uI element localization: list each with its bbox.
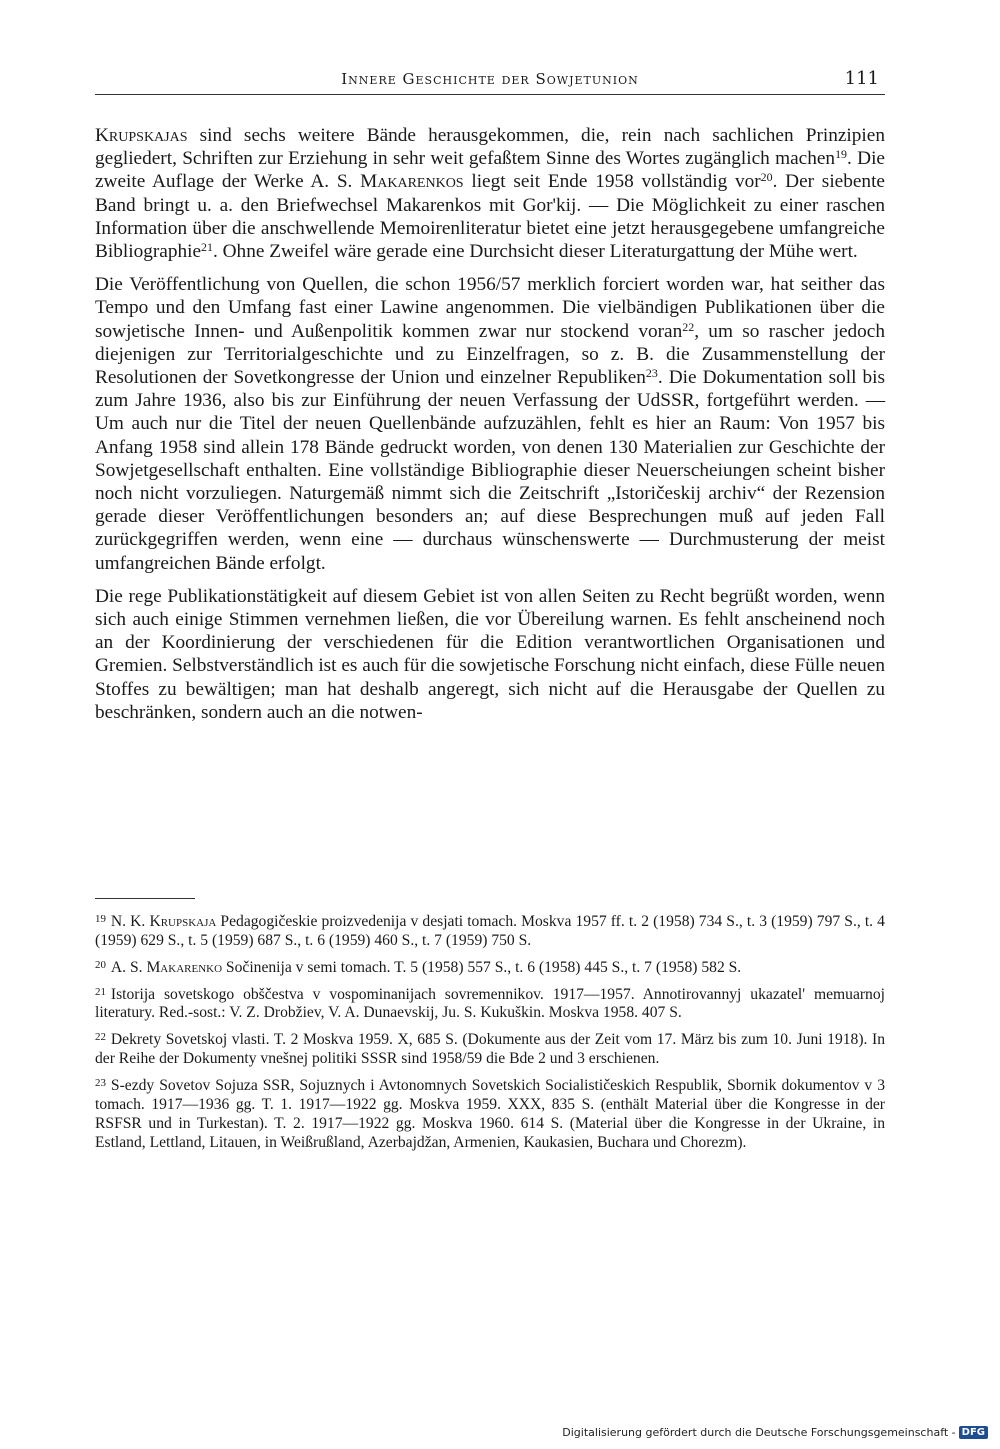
footnote-number: 22 [95, 1031, 106, 1044]
body-text [95, 124, 885, 734]
text-segment: A. S. [110, 958, 147, 976]
text-segment: Dekrety Sovetskoj vlasti. T. 2 Moskva 1959. X, 685 S. (Dokumente aus der Zeit vom 17. März bis zum 10. Juni 1918). In der Reihe der Dokumenty vnešnej politiki SSSR sind 1958/59 die Bde 2 und 3 erschienen. [95, 1031, 885, 1068]
text-segment: , um so rascher jedoch diejenigen zur Territorialgeschichte und zu Einzelfragen, so z. B. die Zusammenstellung der Resolutionen der Sovetkongresse der Union und einzelner Republiken [95, 320, 885, 389]
text-segment: N. K. [110, 912, 150, 930]
footnote-number: 23 [95, 1077, 106, 1090]
author-name: Makarenko [146, 958, 223, 976]
digitization-note: Digitalisierung gefördert durch die Deutsche Forschungsgemeinschaft - [562, 1426, 956, 1439]
text-segment: liegt seit Ende 1958 vollständig vor [463, 171, 761, 193]
text-segment: Die Veröffentlichung von Quellen, die schon 1956/57 merklich forciert worden war, hat seither das Tempo und den Umfang fast einer Lawine angenommen. Die vielbändigen Publikationen über die sowjetische Innen- und Außenpolitik kommen zwar nur stockend voran [95, 274, 885, 342]
text-segment: S-ezdy Sovetov Sojuza SSR, Sojuznych i Avtonomnych Sovetskich Socialističeskich Respublik, Sbornik dokumentov v 3 tomach. 1917—1936 gg. T. 1. 1917—1922 gg. Moskva 1959. XXX, 835 S. (enthält Material über die Kongresse in der RSFSR und in Turkestan). T. 2. 1917—1922 gg. Moskva 1960. 614 S. (Material über die Kongresse in der Ukraine, in Estland, Lettland, Litauen, in Weißrußland, Azerbajdžan, Armenien, Kaukasien, Buchara und Chorezm). [95, 1077, 885, 1152]
footnote [95, 910, 885, 950]
dfg-logo-icon: DFG [959, 1426, 988, 1439]
digitization-credit [562, 1426, 988, 1439]
text-segment: . Der siebente Band bringt u. a. den Briefwechsel Makarenkos mit Gor'kij. — Die Möglichkeit zu einer raschen Information über die anschwellende Memoirenliteratur bietet eine jetzt herausgegebene umfangreiche Bibliographie [95, 171, 885, 263]
running-title: Innere Geschichte der Sowjetunion [341, 70, 639, 88]
author-name: Krupskaja [149, 912, 217, 930]
footnote [95, 983, 885, 1023]
author-name: Makarenkos [360, 171, 464, 193]
footnote-divider [95, 898, 195, 899]
footnote-number: 19 [95, 913, 106, 925]
footnote-ref: 21 [201, 240, 213, 255]
author-name: Krupskajas [95, 125, 188, 146]
page-number: 111 [844, 68, 879, 89]
text-segment: Pedagogičeskie proizvedenija v desjati tomach. Moskva 1957 ff. t. 2 (1958) 734 S., t. 3 (1959) 797 S., t. 4 (1959) 629 S., t. 5 (1959) 687 S., t. 6 (1959) 460 S., t. 7 (1959) 750 S. [95, 912, 885, 949]
footnote [95, 1028, 885, 1068]
page-header [95, 68, 885, 95]
footnote [95, 956, 885, 977]
footnote-ref: 23 [645, 366, 658, 381]
text-segment: . Die zweite Auflage der Werke A. S. [95, 148, 885, 193]
paragraph [95, 585, 885, 724]
paragraph [95, 273, 885, 575]
text-segment: Sočinenija v semi tomach. T. 5 (1958) 557 S., t. 6 (1958) 445 S., t. 7 (1958) 582 S. [222, 958, 742, 976]
text-segment: . Die Dokumentation soll bis zum Jahre 1936, also bis zur Einführung der neuen Verfassung der UdSSR, fortgeführt werden. — Um auch nur die Titel der neuen Quellenbände aufzuzählen, fehlt es hier an Raum: Von 1957 bis Anfang 1958 sind allein 178 Bände gedruckt worden, von denen 130 Materialien zur Geschichte der Sowjetgesellschaft enthalten. Eine vollständige Bibliographie dieser Neuerscheiungen scheint bisher noch nicht vorzuliegen. Naturgemäß nimmt sich die Zeitschrift „Istoričeskij archiv“ der Rezension gerade dieser Veröffentlichungen besonders an; auf diese Besprechungen muß auf jeden Fall zurückgegriffen werden, wenn eine — durchaus wünschenswerte — Durchmusterung der meist umfangreichen Bände erfolgt. [95, 367, 885, 574]
footnote [95, 1074, 885, 1152]
footnote-ref: 20 [760, 170, 773, 185]
text-segment: sind sechs weitere Bände herausgekommen, die, rein nach sachlichen Prinzipien gegliedert, Schriften zur Erziehung in sehr weit gefaßtem Sinne des Wortes zugänglich machen [95, 125, 885, 170]
text-segment: Die rege Publikationstätigkeit auf diesem Gebiet ist von allen Seiten zu Recht begrüßt worden, wenn sich auch einige Stimmen vernehmen ließen, die vor Übereilung warnen. Es fehlt anscheinend noch an der Koordinierung der verschiedenen für die Edition verantwortlichen Organisationen und Gremien. Selbstverständlich ist es auch für die sowjetische Forschung nicht einfach, diese Fülle neuen Stoffes zu bewältigen; man hat deshalb angeregt, sich nicht auf die Herausgabe der Quellen zu beschränken, sondern auch an die notwen- [95, 585, 885, 723]
text-segment: Istorija sovetskogo obščestva v vospominanijach sovremennikov. 1917—1957. Annotirovannyj ukazatel' memuarnoj literatury. Red.-sost.: V. Z. Drobžiev, V. A. Dunaevskij, Ju. S. Kukuškin. Moskva 1958. 407 S. [95, 985, 885, 1022]
text-segment: . Ohne Zweifel wäre gerade eine Durchsicht dieser Literaturgattung der Mühe wert. [212, 241, 858, 263]
footnotes [95, 910, 885, 1158]
footnote-number: 21 [95, 985, 106, 998]
footnote-number: 20 [95, 958, 106, 971]
footnote-ref: 19 [835, 147, 848, 162]
paragraph [95, 124, 885, 263]
footnote-ref: 22 [682, 319, 695, 334]
